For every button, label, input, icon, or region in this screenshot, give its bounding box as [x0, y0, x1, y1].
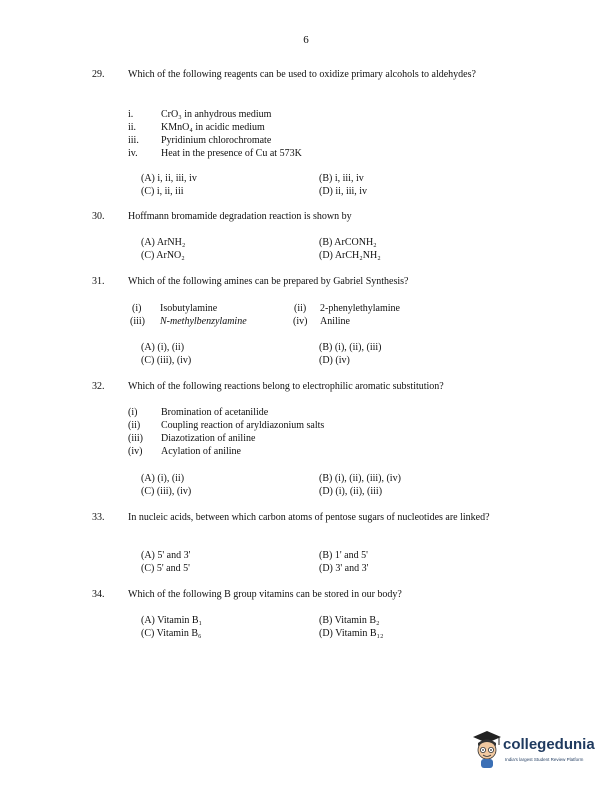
- question-number: 33.: [92, 512, 105, 523]
- question-number: 34.: [92, 589, 105, 600]
- option-c[interactable]: (C) ArNO₂: [141, 250, 185, 261]
- collegedunia-mascot-icon: [470, 728, 504, 772]
- statement-text: Isobutylamine: [160, 303, 218, 314]
- statement-label: (i): [132, 303, 142, 314]
- statement-label: (iii): [128, 433, 143, 444]
- question-text: Which of the following reactions belong to electrophilic aromatic substitution?: [128, 381, 444, 392]
- option-d[interactable]: (D) ii, iii, iv: [319, 186, 368, 197]
- statement-text: N-methylbenzylamine: [160, 316, 247, 327]
- option-d[interactable]: (D) 3' and 3': [319, 563, 369, 574]
- question-text: Hoffmann bromamide degradation reaction is shown by: [128, 211, 352, 222]
- statement-text: KMnO₄ in acidic medium: [161, 122, 265, 133]
- option-c[interactable]: (C) 5' and 5': [141, 563, 190, 574]
- statement-text: Pyridinium chlorochromate: [161, 135, 272, 146]
- statement-label: (ii): [128, 420, 141, 431]
- option-a[interactable]: (A) (i), (ii): [141, 342, 185, 353]
- collegedunia-logo: collegedunia: [503, 736, 595, 753]
- statement-label: iv.: [128, 148, 138, 159]
- statement-label: ii.: [128, 122, 137, 133]
- statement-text: CrO₃ in anhydrous medium: [161, 109, 272, 120]
- option-c[interactable]: (C) i, ii, iii: [141, 186, 184, 197]
- question-number: 32.: [92, 381, 105, 392]
- logo-tagline: India's largest Student Review Platform: [505, 757, 584, 762]
- statement-text: Bromination of acetanilide: [161, 407, 269, 418]
- question-number: 31.: [92, 276, 105, 287]
- statement-text: Heat in the presence of Cu at 573K: [161, 148, 302, 159]
- statement-text: Acylation of aniline: [161, 446, 241, 457]
- option-b[interactable]: (B) Vitamin B₂: [319, 615, 380, 626]
- statement-label: (ii): [294, 303, 307, 314]
- statement-label: iii.: [128, 135, 139, 146]
- statement-label: (iv): [293, 316, 308, 327]
- option-b[interactable]: (B) i, iii, iv: [319, 173, 364, 184]
- question-number: 30.: [92, 211, 105, 222]
- question-text: Which of the following amines can be prepared by Gabriel Synthesis?: [128, 276, 409, 287]
- option-b[interactable]: (B) (i), (ii), (iii): [319, 342, 382, 353]
- statement-text: Aniline: [320, 316, 350, 327]
- statement-label: (iii): [130, 316, 145, 327]
- option-d[interactable]: (D) (iv): [319, 355, 350, 366]
- statement-label: (iv): [128, 446, 143, 457]
- option-c[interactable]: (C) (iii), (iv): [141, 486, 192, 497]
- option-b[interactable]: (B) 1' and 5': [319, 550, 368, 561]
- option-d[interactable]: (D) Vitamin B₁₂: [319, 628, 384, 639]
- option-a[interactable]: (A) ArNH₂: [141, 237, 186, 248]
- option-a[interactable]: (A) 5' and 3': [141, 550, 191, 561]
- statement-label: (i): [128, 407, 138, 418]
- statement-label: i.: [128, 109, 134, 120]
- option-a[interactable]: (A) i, ii, iii, iv: [141, 173, 197, 184]
- option-d[interactable]: (D) (i), (ii), (iii): [319, 486, 383, 497]
- option-d[interactable]: (D) ArCH₂NH₂: [319, 250, 381, 261]
- statement-text: Diazotization of aniline: [161, 433, 256, 444]
- question-text: Which of the following B group vitamins can be stored in our body?: [128, 589, 402, 600]
- page-number: 6: [303, 34, 309, 46]
- option-a[interactable]: (A) (i), (ii): [141, 473, 185, 484]
- question-text: In nucleic acids, between which carbon atoms of pentose sugars of nucleotides are linked?: [128, 512, 490, 523]
- statement-text: 2-phenylethylamine: [320, 303, 400, 314]
- question-text: Which of the following reagents can be used to oxidize primary alcohols to aldehydes?: [128, 69, 476, 80]
- option-c[interactable]: (C) (iii), (iv): [141, 355, 192, 366]
- option-c[interactable]: (C) Vitamin B₆: [141, 628, 202, 639]
- option-b[interactable]: (B) ArCONH₂: [319, 237, 377, 248]
- question-number: 29.: [92, 69, 105, 80]
- option-b[interactable]: (B) (i), (ii), (iii), (iv): [319, 473, 401, 484]
- option-a[interactable]: (A) Vitamin B₁: [141, 615, 203, 626]
- statement-text: Coupling reaction of aryldiazonium salts: [161, 420, 325, 431]
